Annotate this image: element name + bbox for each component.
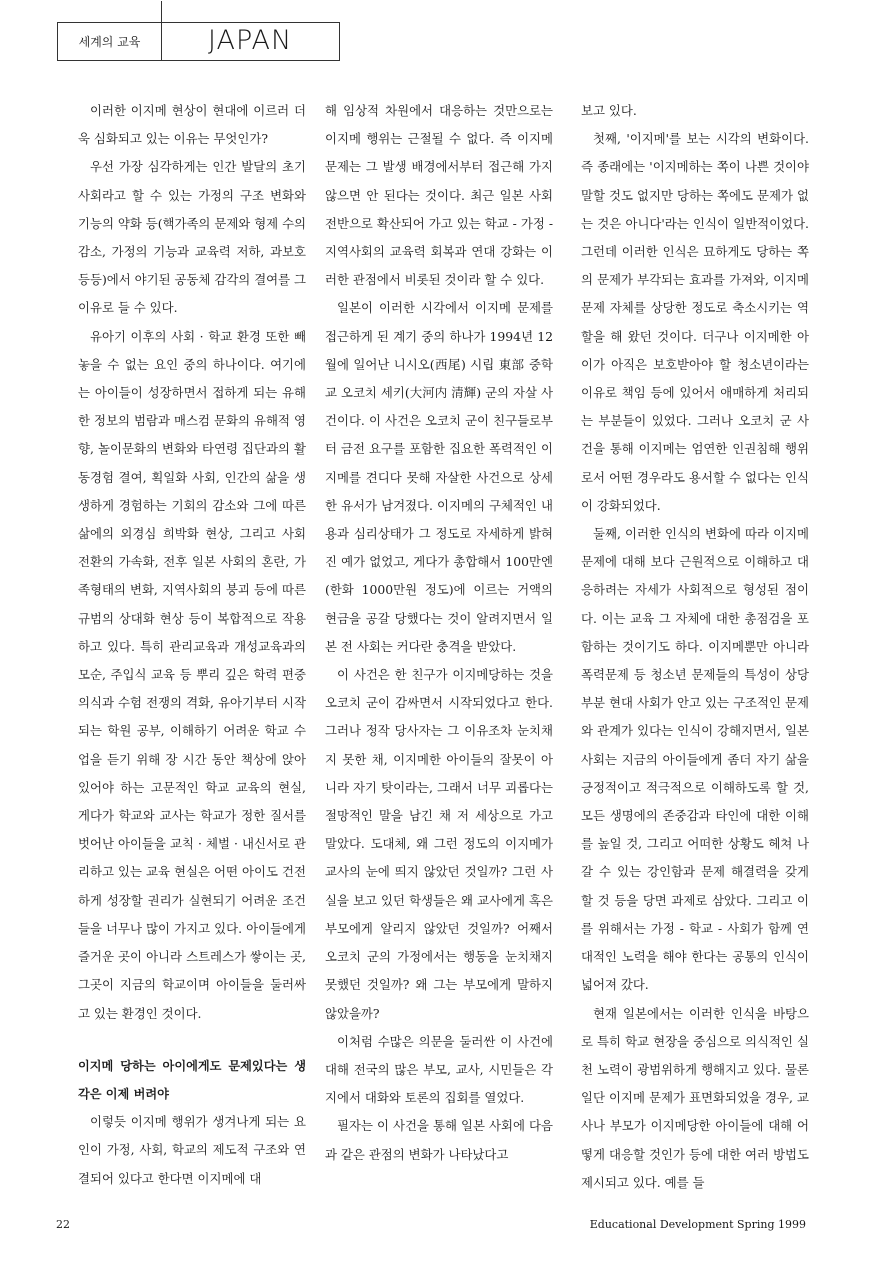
- paragraph: 일본이 이러한 시각에서 이지메 문제를 접근하게 된 계기 중의 하나가 1994년 12월에 일어난 니시오(西尾) 시립 東部 중학교 오코치 세키(大河内 清輝) 군의 자살 사건이다. 이 사건은 오코치 군이 친구들로부터 금전 요구를 포함한 집요한 폭력적인 이지메를 견디다 못해 자살한 사건으로 상세한 유서가 남겨졌다. 이지메의 구체적인 내용과 심리상태가 그 정도로 자세하게 밝혀진 예가 없었고, 게다가 총합해서 100만엔(한화 1000만원 정도)에 이르는 거액의 현금을 공갈 당했다는 것이 알려지면서 일본 전 사회는 커다란 충격을 받았다.: [325, 300, 553, 654]
- paragraph: 유아기 이후의 사회 · 학교 환경 또한 빼놓을 수 없는 요인 중의 하나이다. 여기에는 아이들이 성장하면서 접하게 되는 유해한 정보의 범람과 매스컴 문화의 유해적 영향, 놀이문화의 변화와 타연령 집단과의 활동경험 결여, 획일화 사회, 인간의 삶을 생생하게 경험하는 기회의 감소와 그에 따른 삶에의 외경심 희박화 현상, 그리고 사회 전환의 가속화, 전후 일본 사회의 혼란, 가족형태의 변화, 지역사회의 붕괴 등에 따른 규범의 상대화 현상 등이 복합적으로 작용하고 있다. 특히 관리교육과 개성교육과의 모순, 주입식 교육 등 뿌리 깊은 학력 편중 의식과 수험 전쟁의 격화, 유아기부터 시작되는 학원 공부, 이해하기 어려운 학교 수업을 듣기 위해 장 시간 동안 책상에 앉아 있어야 하는 고문적인 학교 교육의 현실, 게다가 학교와 교사는 학교가 정한 질서를 벗어난 아이들을 교칙 · 체벌 · 내신서로 관리하고 있는 교육 현실은 어떤 아이도 건전하게 성장할 권리가 실현되기 어려운 조건들을 너무나 많이 가지고 있다. 아이들에게 즐거운 곳이 아니라 스트레스가 쌓이는 곳, 그곳이 지금의 학교이며 아이들을 둘러싸고 있는 환경인 것이다.: [78, 328, 306, 1021]
- paragraph: 둘째, 이러한 인식의 변화에 따라 이지메 문제에 대해 보다 근원적으로 이해하고 대응하려는 자세가 사회적으로 형성된 점이다. 이는 교육 그 자체에 대한 총점검을 포함하는 것이기도 하다. 이지메뿐만 아니라 폭력문제 등 청소년 문제들의 특성이 상당 부분 현대 사회가 안고 있는 구조적인 문제와 관계가 있다는 인식이 강해지면서, 일본사회는 지금의 아이들에게 좀더 자기 삶을 긍정적이고 적극적으로 이해하도록 할 것, 모든 생명에의 존중감과 타인에 대한 이해를 높일 것, 그리고 어떠한 상황도 헤쳐 나갈 수 있는 강인함과 문제 해결력을 갖게 할 것 등을 당면 과제로 삼았다. 그리고 이를 위해서는 가정 - 학교 - 사회가 함께 연대적인 노력을 해야 한다는 공통의 인식이 넓어져 갔다.: [581, 526, 809, 993]
- section-label: 세계의 교육: [58, 23, 162, 60]
- country-label: JAPAN: [208, 25, 293, 56]
- header-tick-line: [161, 1, 162, 23]
- paragraph: 현재 일본에서는 이러한 인식을 바탕으로 특히 학교 현장을 중심으로 의식적인 실천 노력이 광범위하게 행해지고 있다. 물론 일단 이지메 문제가 표면화되었을 경우, 교사나 부모가 이지메당한 아이들에 대해 어떻게 대응할 것인가 등에 대한 여러 방법도 제시되고 있다. 예를 들: [581, 1005, 809, 1190]
- paragraph: 이러한 이지메 현상이 현대에 이르러 더욱 심화되고 있는 이유는 무엇인가?: [78, 103, 306, 147]
- paragraph: 이처럼 수많은 의문을 둘러싼 이 사건에 대해 전국의 많은 부모, 교사, 시민들은 각지에서 대화와 토론의 집회를 열었다.: [325, 1033, 553, 1106]
- paragraph: 우선 가장 심각하게는 인간 발달의 초기 사회라고 할 수 있는 가정의 구조 변화와 기능의 약화 등(핵가족의 문제와 형제 수의 감소, 가정의 기능과 교육력 저하, 과보호 등등)에서 야기된 공동체 감각의 결여를 그 이유로 들 수 있다.: [78, 159, 307, 316]
- paragraph: 보고 있다.: [581, 103, 637, 118]
- page-number: 22: [56, 1218, 70, 1231]
- section-header: [57, 22, 340, 61]
- paragraph: 첫째, '이지메'를 보는 시각의 변화이다. 즉 종래에는 '이지메하는 쪽이 나쁜 것이야 말할 것도 없지만 당하는 쪽에도 문제가 없는 것은 아니다'라는 인식이 일반적이었다. 그런데 이러한 인식은 묘하게도 당하는 쪽의 문제가 부각되는 효과를 가져와, 이지메 문제 자체를 상당한 정도로 축소시키는 역할을 해 왔던 것이다. 더구나 이지메한 아이가 아직은 보호받아야 할 청소년이라는 이유로 책임 등에 있어서 애매하게 처리되는 부분들이 있었다. 그러나 오코치 군 사건을 통해 이지메는 엄연한 인권침해 행위로서 어떤 경우라도 용서할 수 없다는 인식이 강화되었다.: [581, 131, 809, 513]
- text-column-2: [325, 97, 553, 1169]
- text-column-1: [78, 97, 306, 1193]
- text-column-3: [581, 97, 809, 1197]
- paragraph: 필자는 이 사건을 통해 일본 사회에 다음과 같은 관점의 변화가 나타났다고: [325, 1118, 553, 1162]
- subheading: 이지메 당하는 아이에게도 문제있다는 생각은 이제 버려야: [78, 1058, 306, 1101]
- paragraph: 이렇듯 이지메 행위가 생겨나게 되는 요인이 가정, 사회, 학교의 제도적 구조와 연결되어 있다고 한다면 이지메에 대: [78, 1114, 306, 1186]
- paragraph: 해 임상적 차원에서 대응하는 것만으로는 이지메 행위는 근절될 수 없다. 즉 이지메 문제는 그 발생 배경에서부터 접근해 가지 않으면 안 된다는 것이다. 최근 일본 사회 전반으로 확산되어 가고 있는 학교 - 가정 - 지역사회의 교육력 회복과 연대 강화는 이러한 관점에서 비롯된 것이라 할 수 있다.: [325, 103, 553, 288]
- paragraph: 이 사건은 한 친구가 이지메당하는 것을 오코치 군이 감싸면서 시작되었다고 한다. 그러나 정작 당사자는 그 이유조차 눈치채지 못한 채, 이지메한 아이들의 잘못이 아니라 자기 탓이라는, 그래서 너무 괴롭다는 절망적인 말을 남긴 채 저 세상으로 가고 말았다. 도대체, 왜 그런 정도의 이지메가 교사의 눈에 띄지 않았던 것일까? 그런 사실을 보고 있던 학생들은 왜 교사에게 혹은 부모에게 알리지 않았던 것일까? 어째서 오코치 군의 가정에서는 행동을 눈치채지 못했던 것일까? 왜 그는 부모에게 말하지 않았을까?: [325, 667, 553, 1021]
- journal-footer: Educational Development Spring 1999: [589, 1218, 806, 1231]
